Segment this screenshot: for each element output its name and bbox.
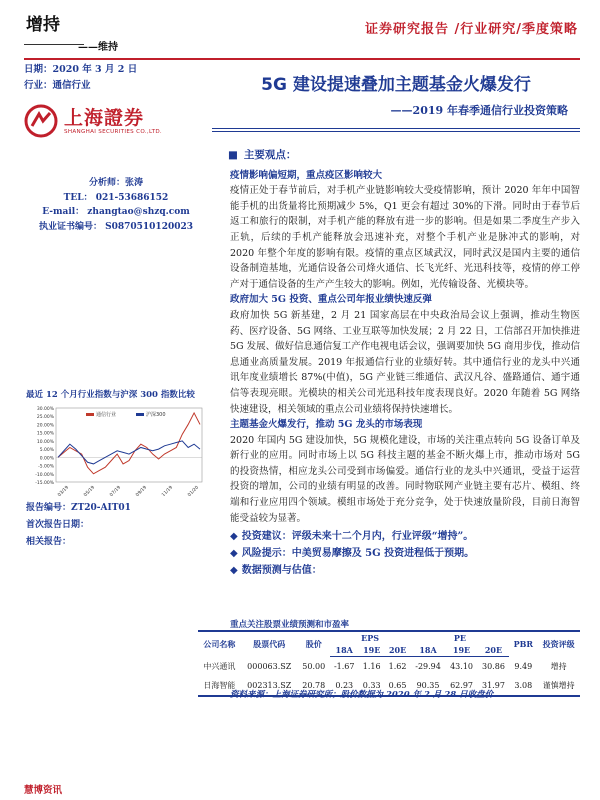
- section-paragraph: 疫情正处于春节前后，对手机产业链影响较大受疫情影响，预计 2020 年年中国智能手机的出货量将比预期减少 5%，Q1 更会有超过 30%的下滑。同时由于春节后返工和旅行的限制，对手机产能的释放有进一步的影响。但是如果二季度生产步入正轨，后续的手机产能释放会迅速补充，对整个手机产业是脉冲式的影响，对 2020 年整个年度的影响有限。疫情的重点区域武汉，同时武汉是国内主要的通信设备制造基地，光通信设备公司烽火通信、长飞光纤、光迅科技等，疫情的停工停产对于通信设备的生产产生较大的影响。例如，光传输设备、光模块等。: [230, 185, 580, 290]
- table-cell: -29.94: [415, 661, 441, 671]
- investment-advice: ◆ 投资建议：评级未来十二个月内，行业评级“增持”。: [230, 531, 474, 543]
- company-logo: [24, 98, 208, 144]
- header-rule: [24, 58, 580, 60]
- analyst-name: 分析师：张涛: [88, 178, 143, 188]
- table-row: [198, 657, 580, 676]
- chart-frame: [56, 408, 202, 482]
- table-cell: 谨慎增持: [537, 676, 580, 696]
- legend-swatch: [136, 413, 144, 416]
- table-cell: 50.00: [302, 661, 326, 671]
- y-tick-label: 5.00%: [39, 448, 54, 454]
- year-header: 18A: [330, 644, 359, 657]
- table-title: 重点关注股票业绩预测和市盈率: [230, 620, 350, 630]
- y-tick-label: 30.00%: [36, 407, 54, 412]
- table-cell: 日海智能: [198, 676, 241, 696]
- table-cell: 43.10: [450, 661, 473, 671]
- table-cell: 31.97: [478, 676, 510, 696]
- legend-label: 沪深300: [146, 412, 166, 418]
- analyst-info: [24, 176, 208, 234]
- logo-en-text: SHANGHAI SECURITIES CO.,LTD.: [64, 129, 162, 135]
- table-header: 投资评级: [537, 631, 580, 657]
- y-tick-label: 0.00%: [39, 456, 54, 462]
- y-tick-label: -15.00%: [35, 481, 54, 486]
- footer-watermark: 慧博资讯: [24, 785, 63, 796]
- year-header: 20E: [478, 644, 510, 657]
- y-tick-label: 10.00%: [36, 439, 54, 445]
- year-header: 18A: [410, 644, 445, 657]
- legend-label: 通信行业: [96, 412, 117, 418]
- rating: 增持: [26, 15, 60, 35]
- forecast-table: [198, 630, 580, 697]
- forecast-heading: ◆ 数据预测与估值：: [230, 565, 322, 577]
- left-column: [24, 62, 208, 234]
- title-rule-2: [212, 131, 580, 132]
- year-header: 19E: [359, 644, 385, 657]
- table-cell: 0.65: [385, 676, 411, 696]
- y-tick-label: 20.00%: [36, 423, 54, 429]
- table-header: PBR: [509, 631, 537, 657]
- logo-cn-text: 上海證券: [64, 107, 145, 129]
- series-line: [58, 413, 200, 474]
- table-source: 资料来源：上海证券研究所；股价数据为 2020 年 2 月 28 日收盘价: [230, 690, 494, 700]
- industry: 行业：通信行业: [24, 80, 91, 91]
- legend-swatch: [86, 413, 94, 416]
- index-comparison-chart: [26, 402, 208, 496]
- chart-svg: [26, 402, 208, 496]
- table-cell: 增持: [550, 661, 567, 671]
- x-tick-label: 09/19: [135, 485, 148, 496]
- x-tick-label: 05/19: [83, 485, 96, 496]
- section-paragraph: 2020 年国内 5G 建设加快，5G 规模化建设，市场的关注重点转向 5G 设备订单及新行业的应用。同时市场上以 5G 科技主题的基金不断火爆上市，推动市场对 5G 的投资热情，相应龙头公司受到市场偏爱。通信行业的龙头中兴通讯，受益于运营投资的增加，公司的业绩有明显的改善。同时物联网产业链主要有芯片、模组、终端和行业应用四个领域。模组市场处于充分竞争，处于快速放量阶段，目前日海智能受益较为显著。: [230, 434, 580, 524]
- diamond-bullet-icon: ◆: [230, 548, 238, 560]
- conclusion-bullets: [230, 528, 580, 579]
- x-tick-label: 07/19: [109, 485, 122, 496]
- table-header: 公司名称: [198, 631, 241, 657]
- y-tick-label: -5.00%: [38, 464, 54, 470]
- report-category: 证券研究报告 /行业研究/季度策略: [364, 22, 578, 37]
- table-header: PE: [410, 631, 509, 644]
- analyst-tel: TEL： 021-53686152: [63, 192, 169, 203]
- main-body: [230, 148, 580, 579]
- logo-mark-icon: [24, 104, 58, 138]
- page-title: 5G 建设提速叠加主题基金火爆发行: [261, 75, 531, 95]
- first-report-date: 首次报告日期：: [26, 520, 90, 530]
- table-header: EPS: [330, 631, 411, 644]
- diamond-bullet-icon: ◆: [230, 565, 238, 577]
- table-cell: 90.35: [410, 676, 445, 696]
- chart-title: 最近 12 个月行业指数与沪深 300 指数比较: [26, 390, 195, 400]
- report-date: 日期：2020 年 3 月 2 日: [24, 64, 138, 75]
- page-subtitle: ——2019 年春季通信行业投资策略: [390, 104, 568, 117]
- key-points-heading: ■ 主要观点：: [228, 149, 297, 161]
- x-tick-label: 11/19: [161, 485, 174, 496]
- section-title: 主题基金火爆发行，推动 5G 龙头的市场表现: [230, 419, 423, 431]
- table-cell: 0.23: [330, 676, 359, 696]
- rating-sub: ——维持: [78, 42, 118, 53]
- table-cell: 62.97: [446, 676, 478, 696]
- table-cell: 0.33: [359, 676, 385, 696]
- risk-warning: ◆ 风险提示：中美贸易摩擦及 5G 投资进程低于预期。: [230, 548, 475, 560]
- title-rule: [212, 128, 580, 129]
- analyst-email: E-mail： zhangtao@shzq.com: [42, 207, 190, 217]
- report-meta: [26, 500, 131, 551]
- year-header: 20E: [385, 644, 411, 657]
- x-tick-label: 01/20: [187, 485, 200, 496]
- related-reports: 相关报告：: [26, 537, 72, 547]
- table-cell: 中兴通讯: [203, 661, 236, 671]
- square-bullet-icon: ■: [228, 149, 238, 161]
- table-cell: 1.16: [362, 661, 381, 671]
- rating-divider: [24, 44, 84, 45]
- diamond-bullet-icon: ◆: [230, 531, 238, 543]
- section-title: 政府加大 5G 投资、重点公司年报业绩快速反弹: [230, 294, 432, 306]
- y-tick-label: 15.00%: [36, 431, 54, 437]
- x-tick-label: 03/19: [57, 485, 70, 496]
- table-header: 股票代码: [241, 631, 298, 657]
- table-cell: 9.49: [514, 661, 533, 671]
- analyst-cert: 执业证书编号： S0870510120023: [38, 221, 194, 232]
- report-code: 报告编号：ZT20-AIT01: [26, 503, 131, 513]
- year-header: 19E: [446, 644, 478, 657]
- table-cell: 30.86: [482, 661, 505, 671]
- table-header: 股价: [298, 631, 330, 657]
- table-cell: 3.08: [509, 676, 537, 696]
- section-title: 疫情影响偏短期，重点疫区影响较大: [230, 169, 383, 181]
- y-tick-label: 25.00%: [36, 415, 54, 421]
- section-paragraph: 政府加快 5G 新基建，2 月 21 国家高层在中央政治局会议上强调，推动生物医药、医疗设备、5G 网络、工业互联等加快发展；2 月 22 日，工信部召开加快推进 5G 发展、做好信息通信复工产作电视电话会议，强调要加快 5G 商用步伐，推动信息通业高质量发展。2019 年报通信行业的业绩好转。其中通信行业的龙头中兴通讯年度业绩增长 87%(中值)，5G 产业链三维通信、武汉凡谷、盛路通信、通宇通信等表现亮眼。光模块的相关公司光迅科技年度表现良好。2020 年随着 5G 网络快速建设，相关领域的重点公司业绩将保持快速增长。: [230, 309, 580, 415]
- y-tick-label: -10.00%: [35, 472, 54, 478]
- footer: [0, 770, 600, 800]
- table-cell: 20.78: [298, 676, 330, 696]
- table-cell: -1.67: [333, 661, 355, 671]
- table-cell: 000063.SZ: [247, 661, 292, 671]
- table-cell: 002313.SZ: [241, 676, 298, 696]
- table-cell: 1.62: [388, 661, 407, 671]
